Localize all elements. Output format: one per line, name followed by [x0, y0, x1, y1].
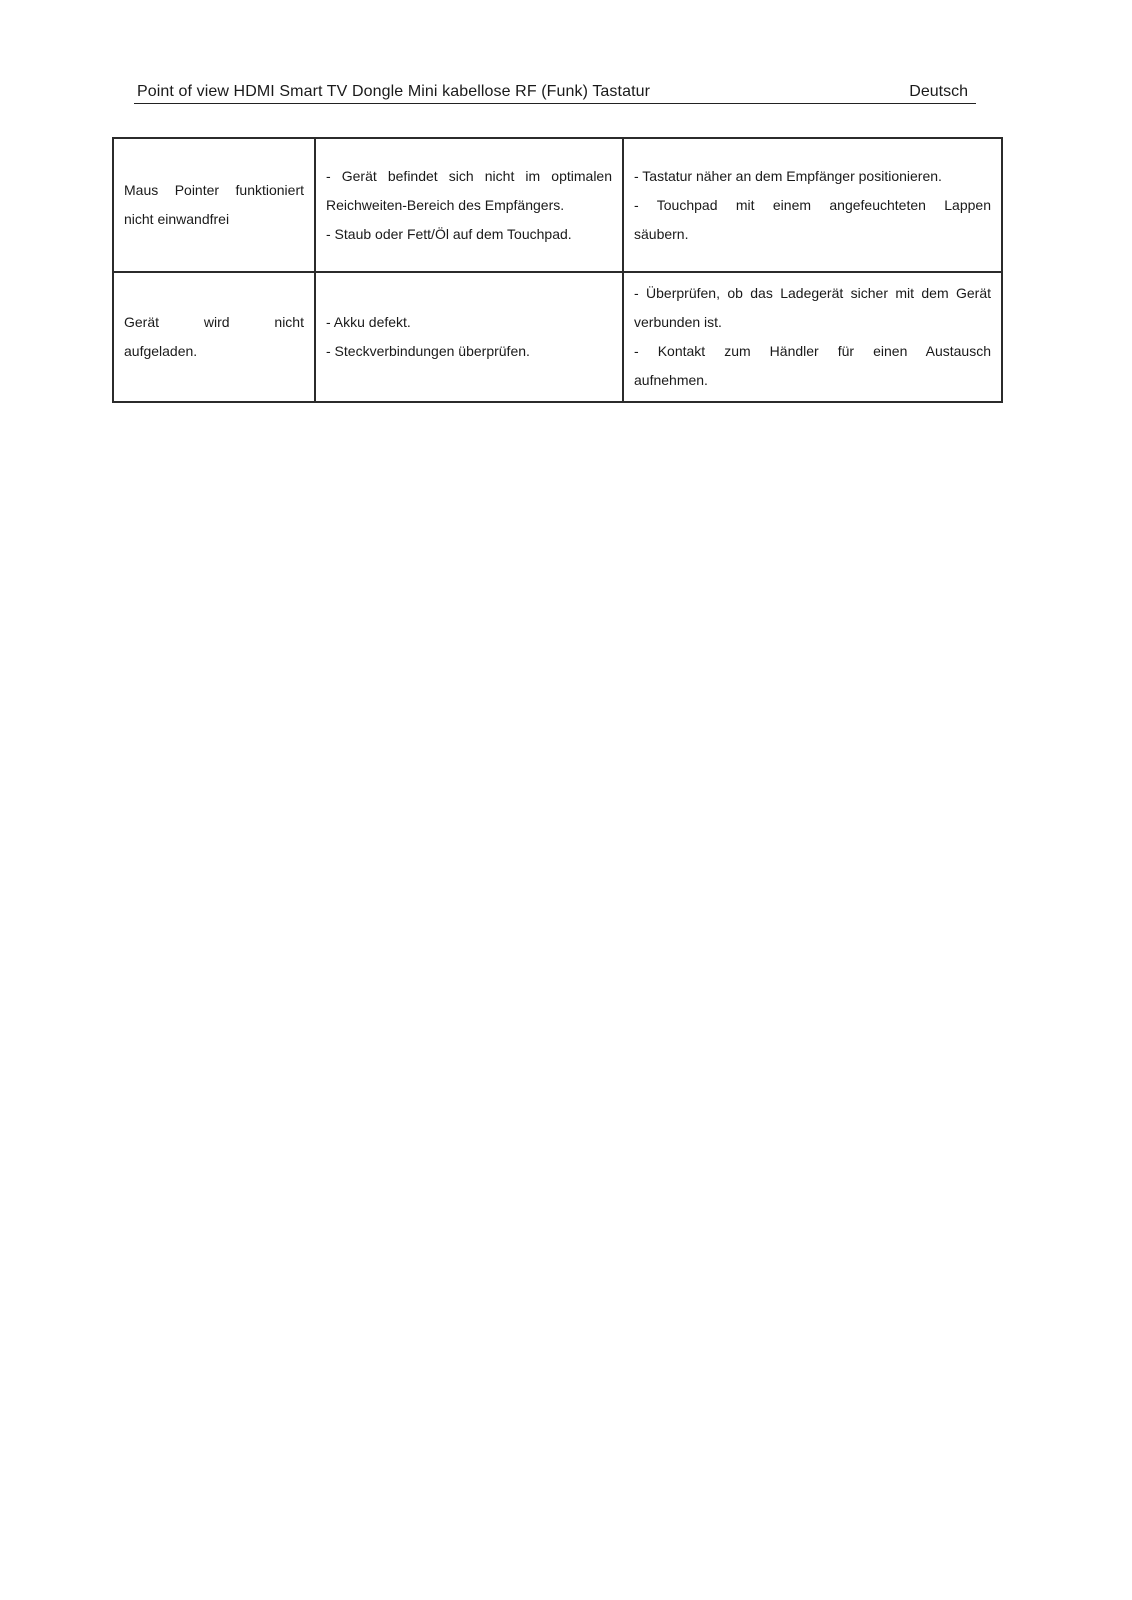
- solution-text-line: - Überprüfen, ob das Ladegerät sicher mit dem Gerät: [634, 285, 991, 301]
- table-row: [113, 272, 1002, 402]
- document-title: Point of view HDMI Smart TV Dongle Mini kabellose RF (Funk) Tastatur: [137, 83, 651, 100]
- language-label: Deutsch: [909, 83, 968, 100]
- cause-text-line: - Staub oder Fett/Öl auf dem Touchpad.: [326, 225, 572, 242]
- solution-text-line: - Tastatur näher an dem Empfänger positionieren.: [634, 167, 942, 184]
- cause-text-line: Reichweiten-Bereich des Empfängers.: [326, 196, 565, 213]
- table-row: [113, 138, 1002, 272]
- page-header: [134, 80, 976, 104]
- problem-text-line: aufgeladen.: [124, 343, 198, 359]
- solution-text-line: verbunden ist.: [634, 314, 722, 330]
- solution-cell: [623, 272, 1002, 402]
- cause-cell: [315, 272, 623, 402]
- cause-text-line: - Gerät befindet sich nicht im optimalen: [326, 167, 612, 184]
- solution-cell: [623, 138, 1002, 272]
- solution-text-line: säubern.: [634, 225, 689, 242]
- solution-text-line: - Kontakt zum Händler für einen Austausch: [634, 343, 991, 359]
- solution-text-line: - Touchpad mit einem angefeuchteten Lappen: [634, 196, 991, 213]
- troubleshooting-table: [112, 137, 1003, 403]
- problem-cell: [113, 272, 315, 402]
- cause-text-line: - Akku defekt.: [326, 314, 411, 330]
- cause-cell: [315, 138, 623, 272]
- cause-text-line: - Steckverbindungen überprüfen.: [326, 343, 530, 359]
- problem-cell: [113, 138, 315, 272]
- problem-text-line: Maus Pointer funktioniert: [124, 182, 304, 198]
- problem-text-line: Gerät wird nicht: [124, 314, 304, 330]
- problem-text-line: nicht einwandfrei: [124, 211, 230, 227]
- solution-text-line: aufnehmen.: [634, 372, 708, 388]
